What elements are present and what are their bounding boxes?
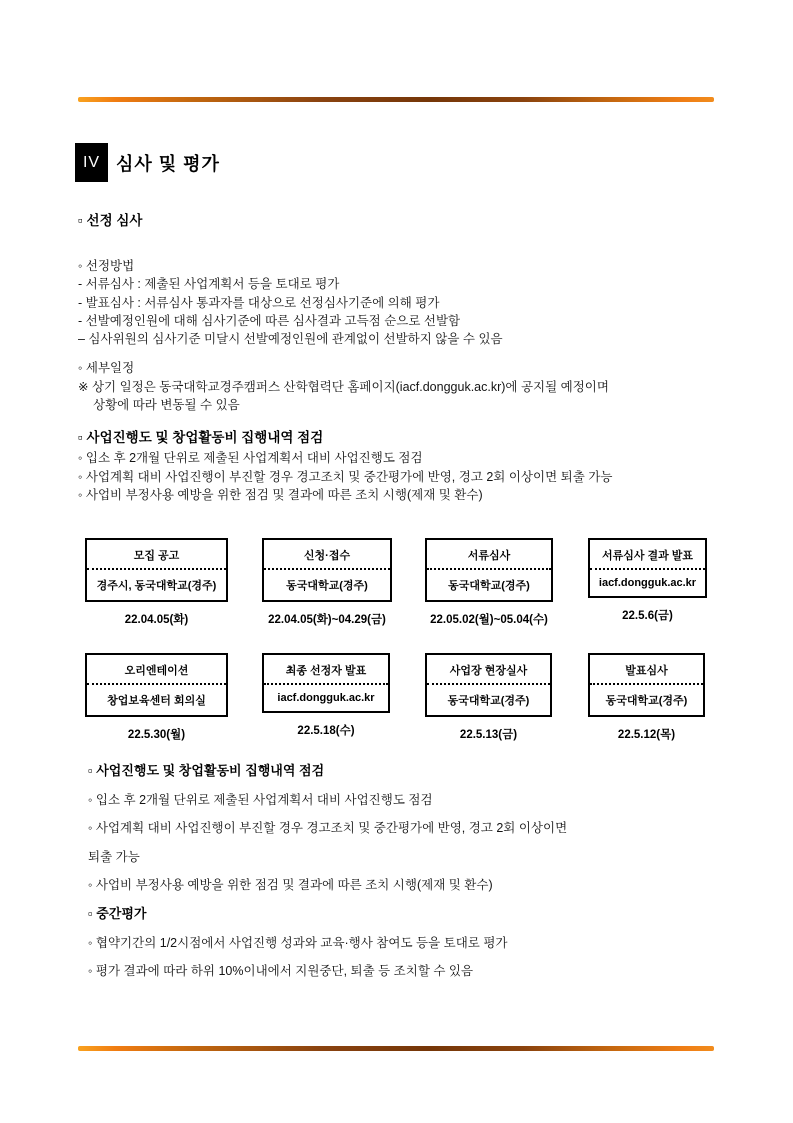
schedule-step-place: 동국대학교(경주) bbox=[286, 580, 368, 592]
schedule-step-place: 창업보육센터 회의실 bbox=[107, 695, 206, 707]
schedule-cell bbox=[262, 653, 390, 738]
schedule-step-place: iacf.dongguk.ac.kr bbox=[277, 692, 375, 704]
schedule-cell bbox=[588, 653, 705, 742]
schedule-box bbox=[588, 538, 707, 598]
text-line: ◦ 협약기간의 1/2시점에서 사업진행 성과와 교육·행사 참여도 등을 토대로 평가 bbox=[88, 935, 508, 950]
schedule-step-place: 동국대학교(경주) bbox=[447, 695, 530, 707]
schedule-step-date: 22.04.05(화) bbox=[124, 614, 189, 626]
schedule-step-place: 경주시, 동국대학교(경주) bbox=[96, 580, 217, 592]
text-line: – 심사위원의 심사기준 미달시 선발예정인원에 관계없이 선발하지 않을 수 있음 bbox=[78, 332, 503, 347]
schedule-step-title: 최종 선정자 발표 bbox=[264, 655, 388, 685]
schedule-step-title: 사업장 현장실사 bbox=[427, 655, 550, 685]
schedule-box bbox=[425, 538, 553, 602]
schedule-box bbox=[85, 538, 228, 602]
schedule-cell bbox=[588, 538, 707, 623]
text-line: ◦ 선정방법 bbox=[78, 259, 135, 273]
schedule-cell bbox=[85, 653, 228, 742]
text-line: ◦ 사업계획 대비 사업진행이 부진할 경우 경고조치 및 중간평가에 반영, 경고 2회 이상이면 퇴출 가능 bbox=[78, 469, 613, 484]
schedule-step-title: 발표심사 bbox=[590, 655, 703, 685]
schedule-cell bbox=[425, 653, 552, 742]
schedule-step-date: 22.5.12(목) bbox=[617, 729, 676, 741]
progress-check-lines bbox=[78, 449, 778, 505]
text-line: ※ 상기 일정은 동국대학교경주캠퍼스 산학협력단 홈페이지(iacf.dongguk.ac.kr)에 공지될 예정이며 bbox=[78, 379, 609, 394]
selection-method-lines bbox=[78, 257, 778, 348]
text-line: ◦ 사업계획 대비 사업진행이 부진할 경우 경고조치 및 중간평가에 반영, 경고 2회 이상이면 bbox=[88, 821, 568, 836]
text-line: ◦ 사업비 부정사용 예방을 위한 점검 및 결과에 따른 조치 시행(제재 및 환수) bbox=[88, 878, 493, 893]
schedule-cell bbox=[425, 538, 553, 627]
schedule-step-date: 22.5.30(월) bbox=[127, 729, 186, 741]
page-title: 심사 및 평가 bbox=[116, 153, 220, 174]
text-line: - 발표심사 : 서류심사 통과자를 대상으로 선정심사기준에 의해 평가 bbox=[78, 295, 440, 310]
top-divider-rule bbox=[78, 97, 714, 102]
text-line: ◦ 입소 후 2개월 단위로 제출된 사업계획서 대비 사업진행도 점검 bbox=[78, 451, 423, 465]
schedule-box bbox=[85, 653, 228, 717]
schedule-cell bbox=[85, 538, 228, 627]
selection-review-block bbox=[78, 211, 778, 414]
schedule-box bbox=[588, 653, 705, 717]
midterm-evaluation-heading: ▫ 중간평가 bbox=[88, 905, 147, 921]
text-line: 퇴출 가능 bbox=[88, 849, 140, 864]
progress-check-block-bottom bbox=[88, 757, 748, 986]
text-line: - 선발예정인원에 대해 심사기준에 따른 심사결과 고득점 순으로 선발함 bbox=[78, 313, 461, 328]
schedule-step-title: 서류심사 bbox=[427, 540, 551, 570]
selection-schedule-note bbox=[78, 359, 778, 414]
schedule-step-title: 모집 공고 bbox=[87, 540, 226, 570]
bottom-divider-rule bbox=[78, 1046, 714, 1051]
text-line: - 서류심사 : 제출된 사업계획서 등을 토대로 평가 bbox=[78, 277, 340, 292]
schedule-cell bbox=[262, 538, 392, 627]
schedule-step-place: iacf.dongguk.ac.kr bbox=[598, 577, 697, 589]
schedule-step-date: 22.05.02(월)~05.04(수) bbox=[430, 614, 548, 626]
text-line: ◦ 사업비 부정사용 예방을 위한 점검 및 결과에 따른 조치 시행(제재 및 환수) bbox=[78, 488, 483, 502]
text-line: ◦ 입소 후 2개월 단위로 제출된 사업계획서 대비 사업진행도 점검 bbox=[88, 792, 433, 807]
schedule-box bbox=[262, 653, 390, 713]
schedule-step-date: 22.5.6(금) bbox=[622, 610, 673, 622]
schedule-step-date: 22.5.13(금) bbox=[459, 729, 518, 741]
text-line: ◦ 평가 결과에 따라 하위 10%이내에서 지원중단, 퇴출 등 조치할 수 있음 bbox=[88, 964, 474, 979]
section-number-badge: IV bbox=[75, 143, 108, 182]
progress-check-heading: ▫ 사업진행도 및 창업활동비 집행내역 점검 bbox=[78, 430, 324, 445]
text-line: ◦ 세부일정 bbox=[78, 361, 135, 376]
schedule-step-place: 동국대학교(경주) bbox=[448, 580, 530, 592]
schedule-box bbox=[262, 538, 392, 602]
schedule-step-title: 오리엔테이션 bbox=[87, 655, 226, 685]
schedule-step-title: 서류심사 결과 발표 bbox=[590, 540, 705, 570]
schedule-step-place: 동국대학교(경주) bbox=[605, 695, 688, 707]
schedule-step-date: 22.04.05(화)~04.29(금) bbox=[268, 614, 386, 626]
text-line: 상황에 따라 변동될 수 있음 bbox=[93, 398, 240, 413]
schedule-step-title: 신청·접수 bbox=[264, 540, 390, 570]
schedule-box bbox=[425, 653, 552, 717]
progress-check-heading: ▫ 사업진행도 및 창업활동비 집행내역 점검 bbox=[88, 763, 325, 778]
progress-check-block-top bbox=[78, 428, 778, 505]
selection-review-heading: ▫ 선정 심사 bbox=[78, 213, 143, 228]
section-header bbox=[75, 143, 220, 182]
schedule-step-date: 22.5.18(수) bbox=[297, 725, 355, 737]
